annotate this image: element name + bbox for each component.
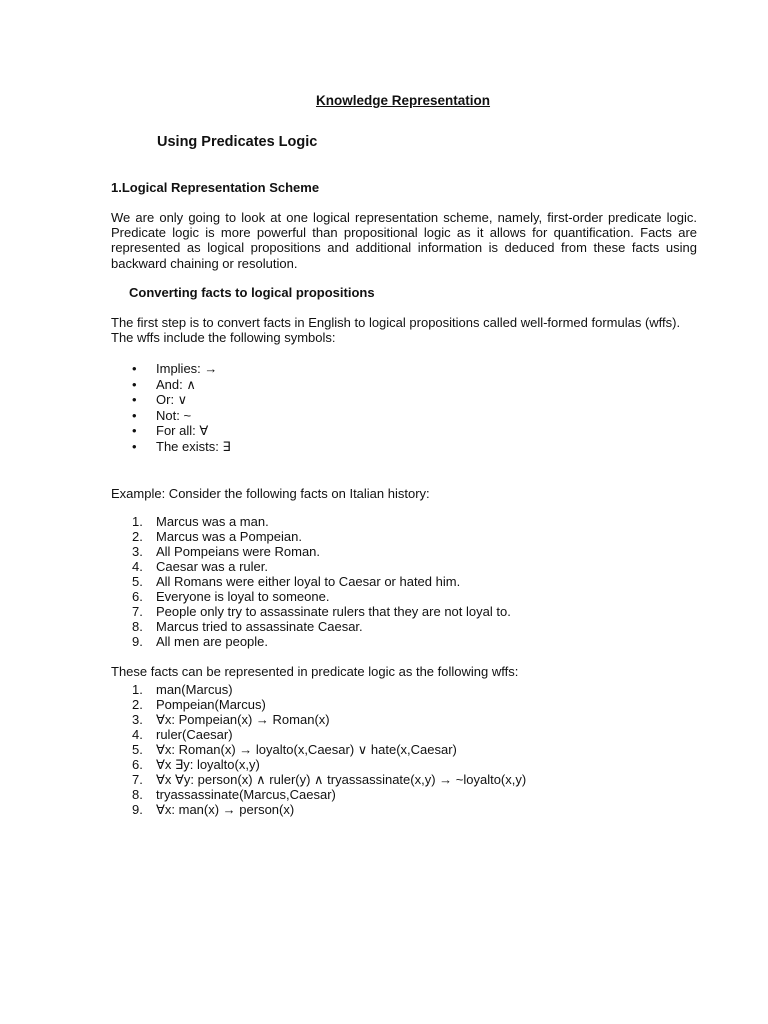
- list-item: [132, 727, 526, 742]
- list-item: [132, 712, 526, 727]
- list-item-text: All Romans were either loyal to Caesar or hated him.: [156, 574, 461, 589]
- list-number: 6.: [132, 589, 143, 604]
- paragraph-intro: We are only going to look at one logical representation scheme, namely, first-order predicate logic. Predicate logic is more powerful than propositional logic as it allows for quantification. Facts are represented as logical propositions and additional information is deduced from these facts using backward chaining or resolution.: [111, 210, 697, 271]
- list-number: 3.: [132, 712, 143, 727]
- list-item-text: ∀x: Roman(x) → loyalto(x,Caesar) ∨ hate(x,Caesar): [156, 742, 457, 757]
- list-item-text: tryassassinate(Marcus,Caesar): [156, 787, 336, 802]
- list-item: [132, 697, 526, 712]
- list-number: 4.: [132, 559, 143, 574]
- list-number: 5.: [132, 574, 143, 589]
- list-item-text: Marcus tried to assassinate Caesar.: [156, 619, 363, 634]
- bullet-icon: •: [132, 423, 137, 439]
- list-item-text: And: ∧: [156, 376, 196, 392]
- list-item: [132, 757, 526, 772]
- list-number: 2.: [132, 697, 143, 712]
- list-item-text: Not: ~: [156, 407, 192, 423]
- document-title: Knowledge Representation: [315, 93, 491, 108]
- list-item: [132, 529, 511, 544]
- list-number: 9.: [132, 634, 143, 649]
- list-number: 2.: [132, 529, 143, 544]
- bullet-icon: •: [132, 376, 137, 392]
- list-item: [132, 589, 511, 604]
- list-item-text: Marcus was a Pompeian.: [156, 529, 302, 544]
- wffs-list: [132, 682, 526, 817]
- list-item: [132, 742, 526, 757]
- list-item-text: Implies: →: [156, 361, 218, 376]
- sub-heading: Converting facts to logical propositions: [129, 285, 375, 300]
- list-item-text: All men are people.: [156, 634, 269, 649]
- list-item-text: ∀x: man(x) → person(x): [156, 802, 295, 817]
- list-item: [132, 559, 511, 574]
- list-item: [132, 514, 511, 529]
- bullet-icon: •: [132, 361, 137, 376]
- list-item: [132, 408, 231, 424]
- list-item: [132, 544, 511, 559]
- list-item: [132, 392, 231, 408]
- list-item-text: ∀x: Pompeian(x) → Roman(x): [156, 712, 330, 727]
- list-number: 7.: [132, 772, 143, 787]
- paragraph-example: Example: Consider the following facts on Italian history:: [111, 486, 430, 501]
- list-item: [132, 423, 231, 439]
- paragraph-wffs-intro: The first step is to convert facts in English to logical propositions called well-formed formulas (wffs). The wffs include the following symbols:: [111, 315, 681, 346]
- document-subtitle: Using Predicates Logic: [157, 134, 318, 150]
- list-item-text: Caesar was a ruler.: [156, 559, 268, 574]
- list-item-text: Marcus was a man.: [156, 514, 269, 529]
- list-item-text: All Pompeians were Roman.: [156, 544, 321, 559]
- list-number: 5.: [132, 742, 143, 757]
- bullet-icon: •: [132, 407, 137, 423]
- symbol-list: [132, 361, 231, 455]
- list-number: 3.: [132, 544, 143, 559]
- bullet-icon: •: [132, 392, 137, 408]
- list-item: [132, 574, 511, 589]
- list-number: 9.: [132, 802, 143, 817]
- facts-list: [132, 514, 511, 649]
- list-number: 4.: [132, 727, 143, 742]
- list-number: 1.: [132, 682, 143, 697]
- list-item-text: ∀x ∀y: person(x) ∧ ruler(y) ∧ tryassassinate(x,y) → ~loyalto(x,y): [156, 772, 527, 787]
- list-item-text: For all: ∀: [156, 423, 209, 439]
- list-item: [132, 802, 526, 817]
- list-item-text: man(Marcus): [156, 682, 233, 697]
- list-item: [132, 772, 526, 787]
- bullet-icon: •: [132, 438, 137, 454]
- list-item: [132, 377, 231, 393]
- list-item: [132, 439, 231, 455]
- list-item: [132, 634, 511, 649]
- list-item: [132, 682, 526, 697]
- list-item-text: Pompeian(Marcus): [156, 697, 266, 712]
- list-item: [132, 604, 511, 619]
- list-item-text: People only try to assassinate rulers that they are not loyal to.: [156, 604, 511, 619]
- list-item-text: ∀x ∃y: loyalto(x,y): [156, 757, 260, 772]
- list-item-text: The exists: ∃: [156, 438, 231, 454]
- list-item-text: Or: ∨: [156, 392, 188, 408]
- list-number: 8.: [132, 619, 143, 634]
- list-number: 7.: [132, 604, 143, 619]
- list-item-text: ruler(Caesar): [156, 727, 233, 742]
- section-heading: 1.Logical Representation Scheme: [111, 180, 320, 195]
- list-item: [132, 787, 526, 802]
- list-number: 6.: [132, 757, 143, 772]
- list-number: 8.: [132, 787, 143, 802]
- list-item: [132, 619, 511, 634]
- list-number: 1.: [132, 514, 143, 529]
- list-item-text: Everyone is loyal to someone.: [156, 589, 330, 604]
- list-item: [132, 361, 231, 377]
- paragraph-wffs: These facts can be represented in predicate logic as the following wffs:: [111, 664, 519, 679]
